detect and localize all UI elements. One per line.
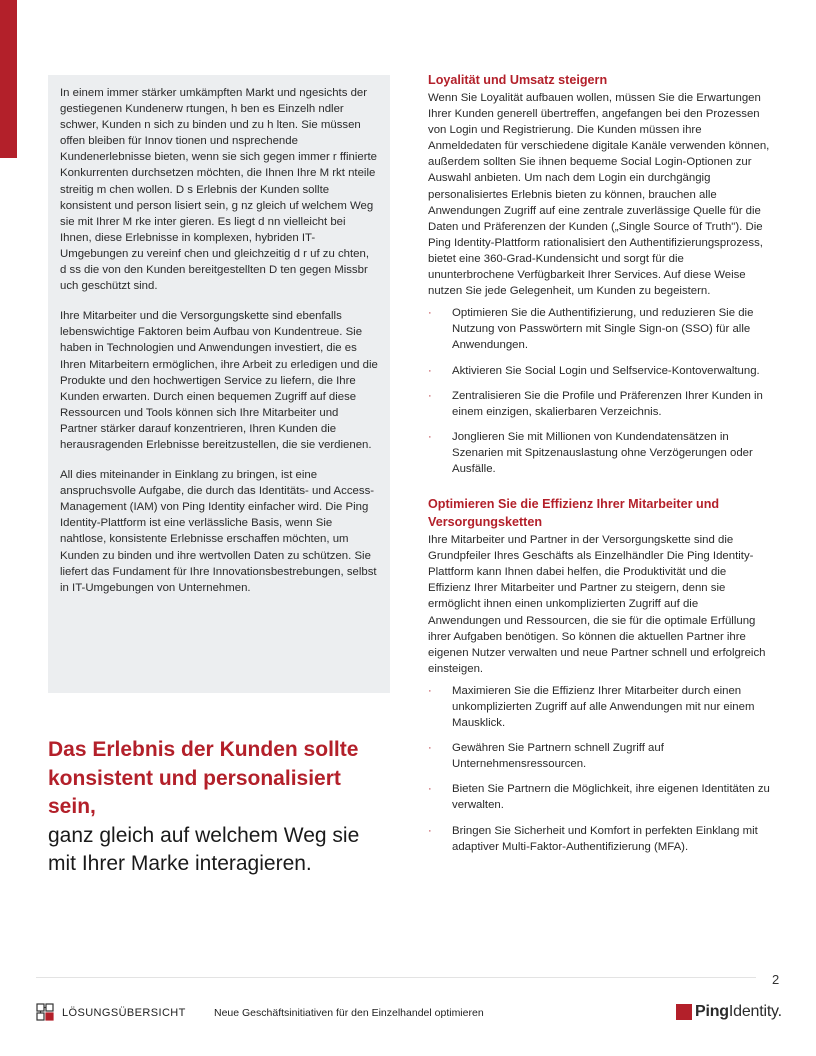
list-item: · Jonglieren Sie mit Millionen von Kundendatensätzen in Szenarien mit Spitzenauslastung ohne Verzögerungen oder Ausfälle. <box>428 430 753 475</box>
intro-paragraph-3: All dies miteinander in Einklang zu bringen, ist eine anspruchsvolle Aufgabe, die durch das Identitäts- und Access-Management (IAM) von Ping Identity einfacher wird. Die Ping Identity-Plattform ist eine verlässliche Basis, wenn Sie nahtlose, konsistente Erlebnisse erschaffen möchten, um Kunden zu binden und ihre wertvollen Daten zu schützen. Sie liefert das Fundament für Ihre Innovationsbestrebungen, selbst in IT-Umgebungen von Unternehmen. <box>60 469 377 594</box>
bullet-icon: · <box>428 742 432 755</box>
list-item: · Zentralisieren Sie die Profile und Präferenzen Ihrer Kunden in einem einzigen, skalierbaren Verzeichnis. <box>428 389 763 418</box>
pull-quote <box>48 736 388 879</box>
bullet-icon: · <box>428 389 432 402</box>
bullet-icon: · <box>428 307 432 320</box>
list-item: · Optimieren Sie die Authentifizierung, und reduzieren Sie die Nutzung von Passwörtern mit Single Sign-on (SSO) für alle Anwendungen. <box>428 307 754 352</box>
puzzle-grid-icon <box>36 1003 54 1021</box>
page-number: 2 <box>772 972 780 987</box>
logo-wordmark: PingIdentity. <box>695 1003 782 1020</box>
bullet-icon: · <box>428 684 432 697</box>
section-body-efficiency: Ihre Mitarbeiter und Partner in der Versorgungskette sind die Grundpfeiler Ihres Geschäfts als Einzelhändler Die Ping Identity-Plattform kann Ihnen dabei helfen, die Produktivität und die Effizienz Ihrer Mitarbeiter und Partner zu steigern, denn sie ermöglicht ihnen einen unkomplizierten Zugriff auf die Anwendungen und Ressourcen, die sie für die optimale Erfüllung ihrer Aufgaben benötigen. So können die aktuellen Partner ihre eigenen Nutzer verwalten und neue Partner schnell und erfolgreich einsteigen. <box>428 534 766 675</box>
footer-doc-type: LÖSUNGSÜBERSICHT <box>62 1007 186 1019</box>
bullet-icon: · <box>428 430 432 443</box>
section-heading-loyalty: Loyalität und Umsatz steigern <box>428 73 608 87</box>
footer-divider <box>36 977 756 978</box>
pull-quote-highlight: Das Erlebnis der Kunden sollte konsistent und personalisiert sein, <box>48 738 359 818</box>
bullet-icon: · <box>428 364 432 377</box>
section-efficiency <box>428 495 772 855</box>
list-item: · Aktivieren Sie Social Login und Selfservice-Kontoverwaltung. <box>428 363 772 379</box>
bullet-icon: · <box>428 824 432 837</box>
section-heading-efficiency: Optimieren Sie die Effizienz Ihrer Mitarbeiter und Versorgungsketten <box>428 497 720 530</box>
bullet-list-loyalty <box>428 305 772 477</box>
intro-paragraph-2: Ihre Mitarbeiter und die Versorgungskette sind ebenfalls lebenswichtige Faktoren beim Aufbau von Kundentreue. Sie haben in Technologien und Anwendungen investiert, die es Ihren Mitarbeitern ermöglichen, ihre Arbeit zu erledigen und die Produkte und den hochwertigen Service zu liefern, die Ihre Kunden erwarten. Durch einen bequemen Zugriff auf diese Ressourcen und Tools können sich Ihre Mitarbeiter und Partner stärker darauf konzentrieren, Ihren Kunden die herausragenden Erlebnisse bereitzustellen, die sie verdienen. <box>60 310 378 451</box>
ping-identity-logo <box>676 1001 782 1023</box>
list-item: · Gewähren Sie Partnern schnell Zugriff auf Unternehmensressourcen. <box>428 742 664 771</box>
bullet-list-efficiency <box>428 683 772 855</box>
bullet-icon: · <box>428 783 432 796</box>
footer-doc-title: Neue Geschäftsinitiativen für den Einzelhandel optimieren <box>214 1007 484 1019</box>
intro-paragraph-1: In einem immer stärker umkämpften Markt und ngesichts der gestiegenen Kundenerw rtungen, h ben es Einzelh ndler schwer, Kunden n sich zu binden und zu h lten. Sie müssen offen bleiben für Innov tionen und nsprechende Kundenerlebnisse bieten, wenn sie sich gegen immer r ffinierte Konkurrenten durchsetzen möchten, die Ihnen Ihre M rkt nteile streitig m chen wollen. D s Erlebnis der Kunden sollte konsistent und person lisiert sein, g nz gleich uf welchem Weg sie mit Ihrer M rke inter gieren. Es liegt d nn vielleicht bei Ihnen, diese Erlebnisse in komplexen, hybriden IT-Umgebungen zu vereinf chen und gleichzeitig d r uf zu chten, d ss die von den Kunden bereitgestellten D ten gegen Missbr uch geschützt sind. <box>60 87 378 293</box>
list-item: · Bieten Sie Partnern die Möglichkeit, ihre eigenen Identitäten zu verwalten. <box>428 783 770 812</box>
list-item: · Bringen Sie Sicherheit und Komfort in perfekten Einklang mit adaptiver Multi-Faktor-Authentifizierung (MFA). <box>428 824 758 853</box>
list-item: · Maximieren Sie die Effizienz Ihrer Mitarbeiter durch einen unkomplizierten Zugriff auf alle Anwendungen mit nur einem Mausklick. <box>428 684 755 730</box>
accent-bar <box>0 0 17 158</box>
intro-box <box>48 75 390 693</box>
pull-quote-rest: ganz gleich auf welchem Weg sie mit Ihrer Marke interagieren. <box>48 823 360 875</box>
right-column <box>428 71 772 864</box>
section-body-loyalty: Wenn Sie Loyalität aufbauen wollen, müssen Sie die Erwartungen Ihrer Kunden generell übertreffen, angefangen bei den Prozessen von Login und Registrierung. Die Kunden müssen ihre Anmeldedaten für verschiedene digitale Kanäle verwenden können, außerdem sollten Sie ihnen bequeme Social Login-Optionen zur Auswahl anbieten. Um nach dem Login ein durchgängig personalisiertes Erlebnis bieten zu können, brauchen alle Anwendungen Zugriff auf eine zentrale zuverlässige Quelle für die Daten und Präferenzen der Kunden („Single Source of Truth"). Die Ping Identity-Plattform rationalisiert den Authentifizierungsprozess, bietet eine 360-Grad-Kundensicht und sorgt für die ununterbrochene Verfügbarkeit Ihrer Services. Auf diese Weise nutzen Sie jede Gelegenheit, um Kunden zu begeistern. <box>428 92 770 298</box>
ping-square-icon <box>676 1004 692 1020</box>
